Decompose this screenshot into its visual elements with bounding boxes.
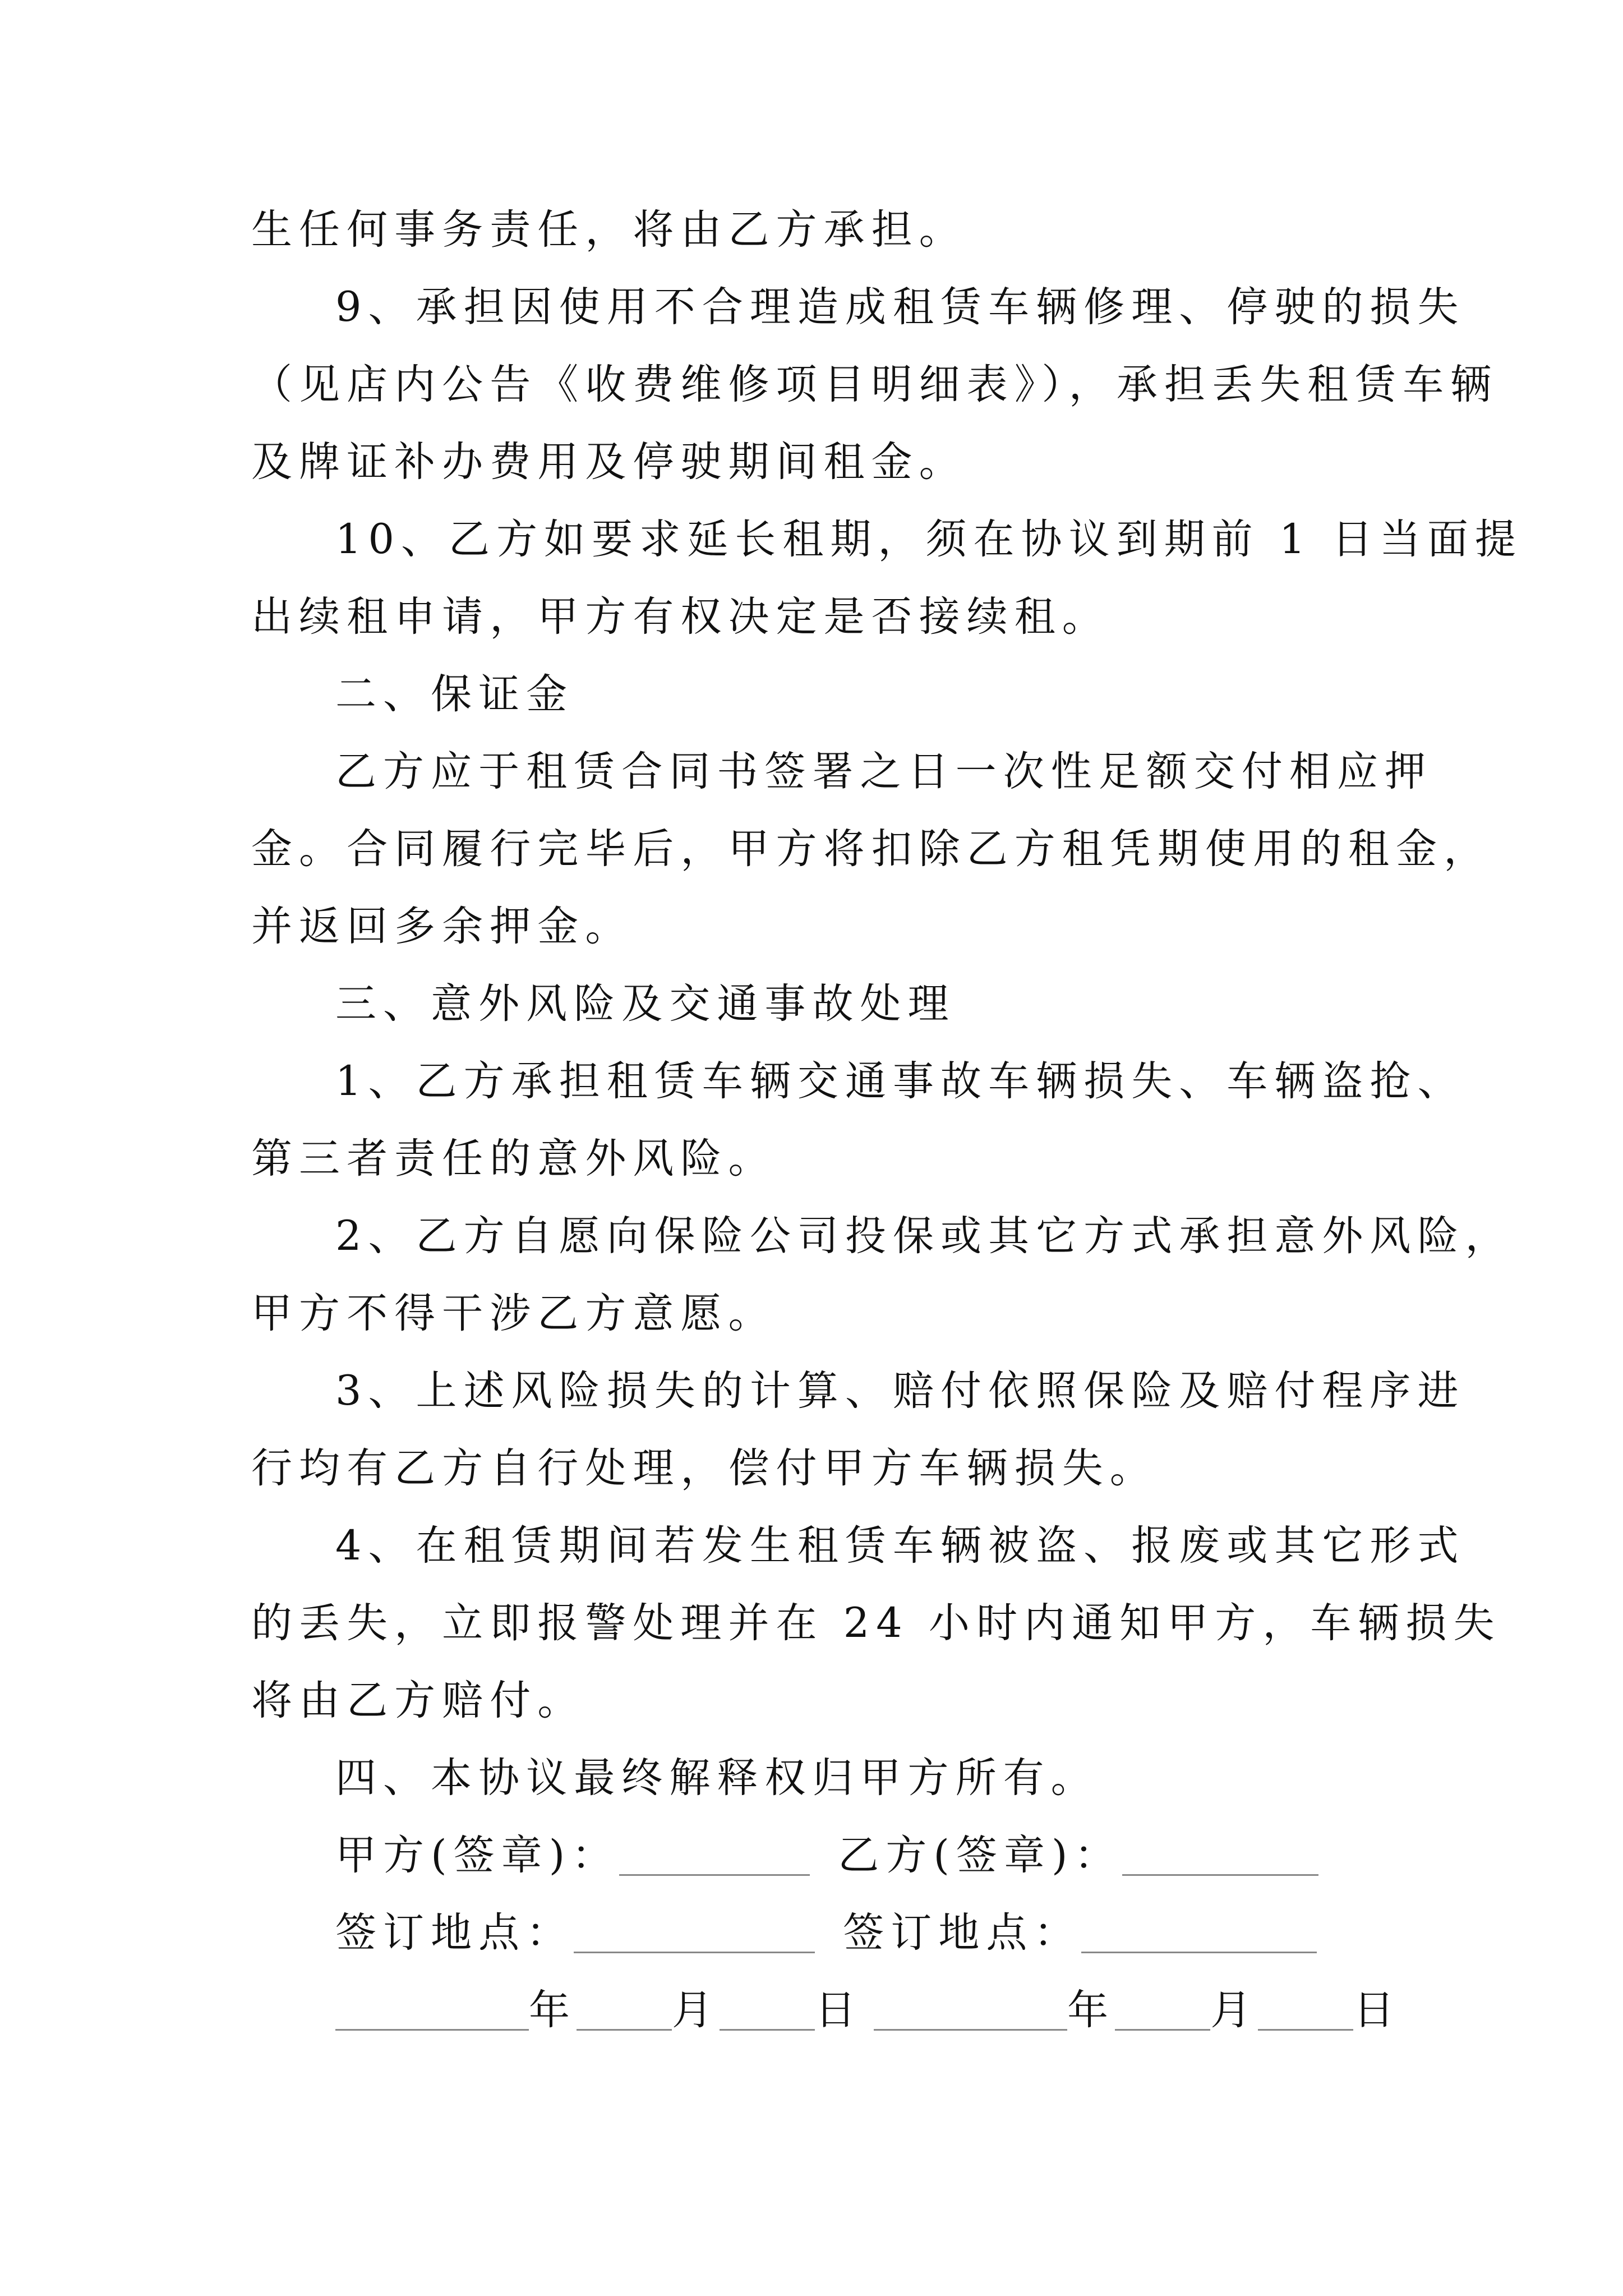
paragraph-line: 行均有乙方自行处理，偿付甲方车辆损失。 (251, 1444, 1158, 1492)
place-b-blank (1081, 1907, 1317, 1953)
party-a-signature-label: 甲方(签章)： (335, 1832, 620, 1879)
section-heading: 三、意外风险及交通事故处理 (335, 980, 956, 1028)
paragraph-line: 金。合同履行完毕后，甲方将扣除乙方租凭期使用的租金， (251, 825, 1492, 873)
party-b-signature-label: 乙方(签章)： (838, 1832, 1122, 1879)
place-b-label: 签订地点： (843, 1909, 1082, 1957)
paragraph-line: 出续租申请，甲方有权决定是否接续租。 (251, 593, 1110, 641)
paragraph-line: 1、乙方承担租赁车辆交通事故车辆损失、车辆盗抢、 (335, 1057, 1465, 1105)
party-b-signature-blank (1122, 1829, 1318, 1876)
date-a-month-label: 月 (672, 1986, 720, 2034)
paragraph-line: 将由乙方赔付。 (251, 1677, 585, 1724)
place-a-blank (574, 1907, 815, 1953)
date-a-year-blank (335, 1984, 529, 2031)
paragraph-line: 2、乙方自愿向保险公司投保或其它方式承担意外风险， (335, 1212, 1513, 1260)
paragraph-line: 及牌证补办费用及停驶期间租金。 (251, 438, 967, 486)
date-a-day-blank (720, 1984, 815, 2031)
date-b-month-blank (1115, 1984, 1210, 2031)
date-a-year-label: 年 (529, 1986, 577, 2034)
paragraph-line: 9、承担因使用不合理造成租赁车辆修理、停驶的损失 (335, 283, 1465, 331)
party-a-signature-blank (619, 1829, 810, 1876)
section-heading: 二、保证金 (335, 670, 574, 718)
paragraph-line: 生任何事务责任，将由乙方承担。 (251, 206, 967, 254)
paragraph-line: 并返回多余押金。 (251, 903, 633, 950)
signature-row-place (335, 1905, 1317, 1961)
date-a-month-blank (577, 1984, 672, 2031)
date-b-year-label: 年 (1067, 1986, 1115, 2034)
date-b-month-label: 月 (1210, 1986, 1258, 2034)
date-a-day-label: 日 (815, 1986, 863, 2034)
place-a-label: 签订地点： (335, 1909, 574, 1957)
paragraph-line: 的丢失，立即报警处理并在 24 小时内通知甲方，车辆损失 (251, 1599, 1501, 1647)
paragraph-line: 甲方不得干涉乙方意愿。 (251, 1290, 776, 1337)
date-b-day-blank (1258, 1984, 1353, 2031)
date-b-day-label: 日 (1353, 1986, 1401, 2034)
paragraph-line: 乙方应于租赁合同书签署之日一次性足额交付相应押 (335, 748, 1433, 795)
section-heading: 四、本协议最终解释权归甲方所有。 (335, 1754, 1099, 1802)
paragraph-line: 10、乙方如要求延长租期，须在协议到期前 1 日当面提 (335, 516, 1523, 563)
paragraph-line: 第三者责任的意外风险。 (251, 1135, 776, 1182)
paragraph-line: （见店内公告《收费维修项目明细表》），承担丢失租赁车辆 (251, 361, 1498, 408)
date-b-year-blank (874, 1984, 1067, 2031)
paragraph-line: 4、在租赁期间若发生租赁车辆被盗、报废或其它形式 (335, 1522, 1465, 1570)
paragraph-line: 3、上述风险损失的计算、赔付依照保险及赔付程序进 (335, 1367, 1465, 1415)
signature-row-parties (335, 1828, 1318, 1884)
signature-row-date (335, 1982, 1401, 2039)
